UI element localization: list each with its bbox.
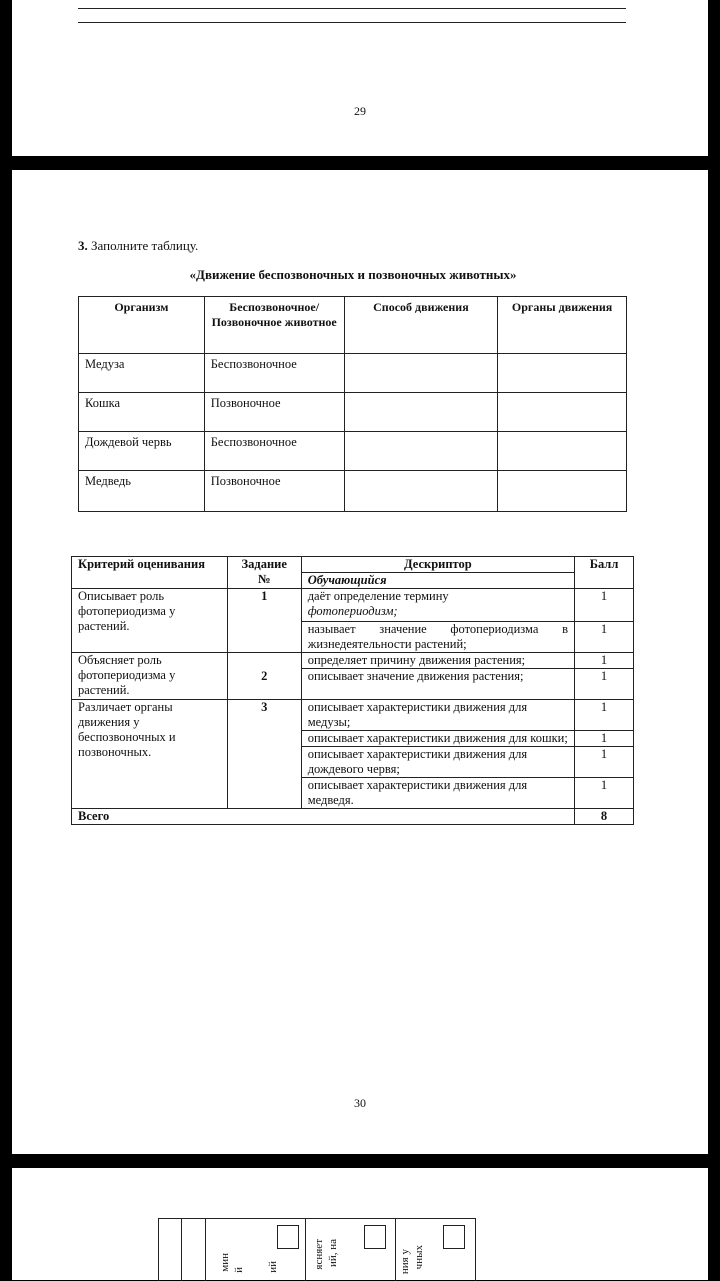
movement-cell[interactable] (344, 393, 498, 432)
descriptor-cell: описывает характеристики движения для медузы; (301, 700, 574, 731)
table-row (79, 393, 627, 432)
fill-in-table (78, 296, 627, 512)
criterion-cell: Объясняет роль фотопериодизма у растений. (72, 653, 228, 700)
descriptor-cell (301, 589, 574, 622)
rotated-text: ния у (399, 1249, 411, 1275)
table-header-row (79, 297, 627, 354)
total-score: 8 (575, 809, 634, 825)
header-movement: Способ движения (344, 297, 498, 354)
table-row (79, 354, 627, 393)
subheader-student: Обучающийся (307, 573, 387, 587)
descriptor-cell: описывает характеристики движения для медведя. (301, 778, 574, 809)
score-cell: 1 (575, 669, 634, 700)
task-cell: 1 (227, 589, 301, 653)
descriptor-cell: описывает характеристики движения для дождевого червя; (301, 747, 574, 778)
table-column-line (395, 1219, 396, 1281)
header-organs: Органы движения (498, 297, 627, 354)
table-row (72, 700, 634, 731)
organs-cell[interactable] (498, 471, 627, 512)
score-cell: 1 (575, 747, 634, 778)
rotated-text: чных (413, 1245, 425, 1270)
rotated-table (158, 1218, 476, 1281)
movement-cell[interactable] (344, 432, 498, 471)
assessment-header-row (72, 557, 634, 573)
header-task: Задание № (227, 557, 301, 589)
total-label: Всего (72, 809, 575, 825)
task-heading (78, 238, 198, 254)
total-row (72, 809, 634, 825)
score-cell: 1 (575, 622, 634, 653)
page-31 (12, 1168, 708, 1280)
score-cell: 1 (575, 731, 634, 747)
header-organism: Организм (79, 297, 205, 354)
task-number: 3. (78, 238, 88, 253)
header-score: Балл (575, 557, 634, 589)
page-29 (12, 0, 708, 156)
score-cell: 1 (575, 778, 634, 809)
organs-cell[interactable] (498, 354, 627, 393)
criterion-cell: Различает органы движения у беспозвоночных и позвоночных. (72, 700, 228, 809)
organism-cell: Медведь (79, 471, 205, 512)
type-cell: Беспозвоночное (204, 432, 344, 471)
task-cell: 2 (227, 653, 301, 700)
movement-cell[interactable] (344, 471, 498, 512)
table-row (79, 432, 627, 471)
page-number: 29 (354, 104, 366, 118)
organism-cell: Кошка (79, 393, 205, 432)
type-cell: Позвоночное (204, 393, 344, 432)
type-cell: Беспозвоночное (204, 354, 344, 393)
rotated-text: й (233, 1267, 245, 1273)
checkbox[interactable] (364, 1225, 386, 1249)
table-title: «Движение беспозвоночных и позвоночных животных» (189, 267, 517, 282)
answer-line (78, 8, 626, 9)
organs-cell[interactable] (498, 432, 627, 471)
checkbox[interactable] (443, 1225, 465, 1249)
table-column-line (205, 1219, 206, 1281)
descriptor-term: фотопериодизм; (307, 604, 398, 618)
organism-cell: Дождевой червь (79, 432, 205, 471)
table-column-line (305, 1219, 306, 1281)
score-cell: 1 (575, 700, 634, 731)
type-cell: Позвоночное (204, 471, 344, 512)
assessment-table (71, 556, 634, 825)
page-30 (12, 170, 708, 1154)
table-row (72, 589, 634, 622)
answer-line (78, 22, 626, 23)
header-type: Беспозвоночное/Позвоночное животное (204, 297, 344, 354)
checkbox[interactable] (277, 1225, 299, 1249)
task-text: Заполните таблицу. (91, 238, 199, 253)
descriptor-cell: описывает значение движения растения; (301, 669, 574, 700)
task-cell: 3 (227, 700, 301, 809)
header-criterion: Критерий оценивания (72, 557, 228, 589)
rotated-text: ий (267, 1261, 279, 1273)
descriptor-cell: описывает характеристики движения для кошки; (301, 731, 574, 747)
descriptor-cell: определяет причину движения растения; (301, 653, 574, 669)
score-cell: 1 (575, 653, 634, 669)
organism-cell: Медуза (79, 354, 205, 393)
organs-cell[interactable] (498, 393, 627, 432)
rotated-text: мин (219, 1253, 231, 1272)
table-row (79, 471, 627, 512)
descriptor-text: даёт определение термину (307, 589, 449, 603)
movement-cell[interactable] (344, 354, 498, 393)
table-column-line (181, 1219, 182, 1281)
page-number: 30 (354, 1096, 366, 1110)
descriptor-cell: называет значение фотопериодизма в жизнедеятельности растений; (301, 622, 574, 653)
rotated-text: ий, на (327, 1239, 339, 1268)
table-row (72, 653, 634, 669)
criterion-cell: Описывает роль фотопериодизма у растений. (72, 589, 228, 653)
header-descriptor: Дескриптор (301, 557, 574, 573)
score-cell: 1 (575, 589, 634, 622)
rotated-text: ясняет (313, 1239, 325, 1270)
